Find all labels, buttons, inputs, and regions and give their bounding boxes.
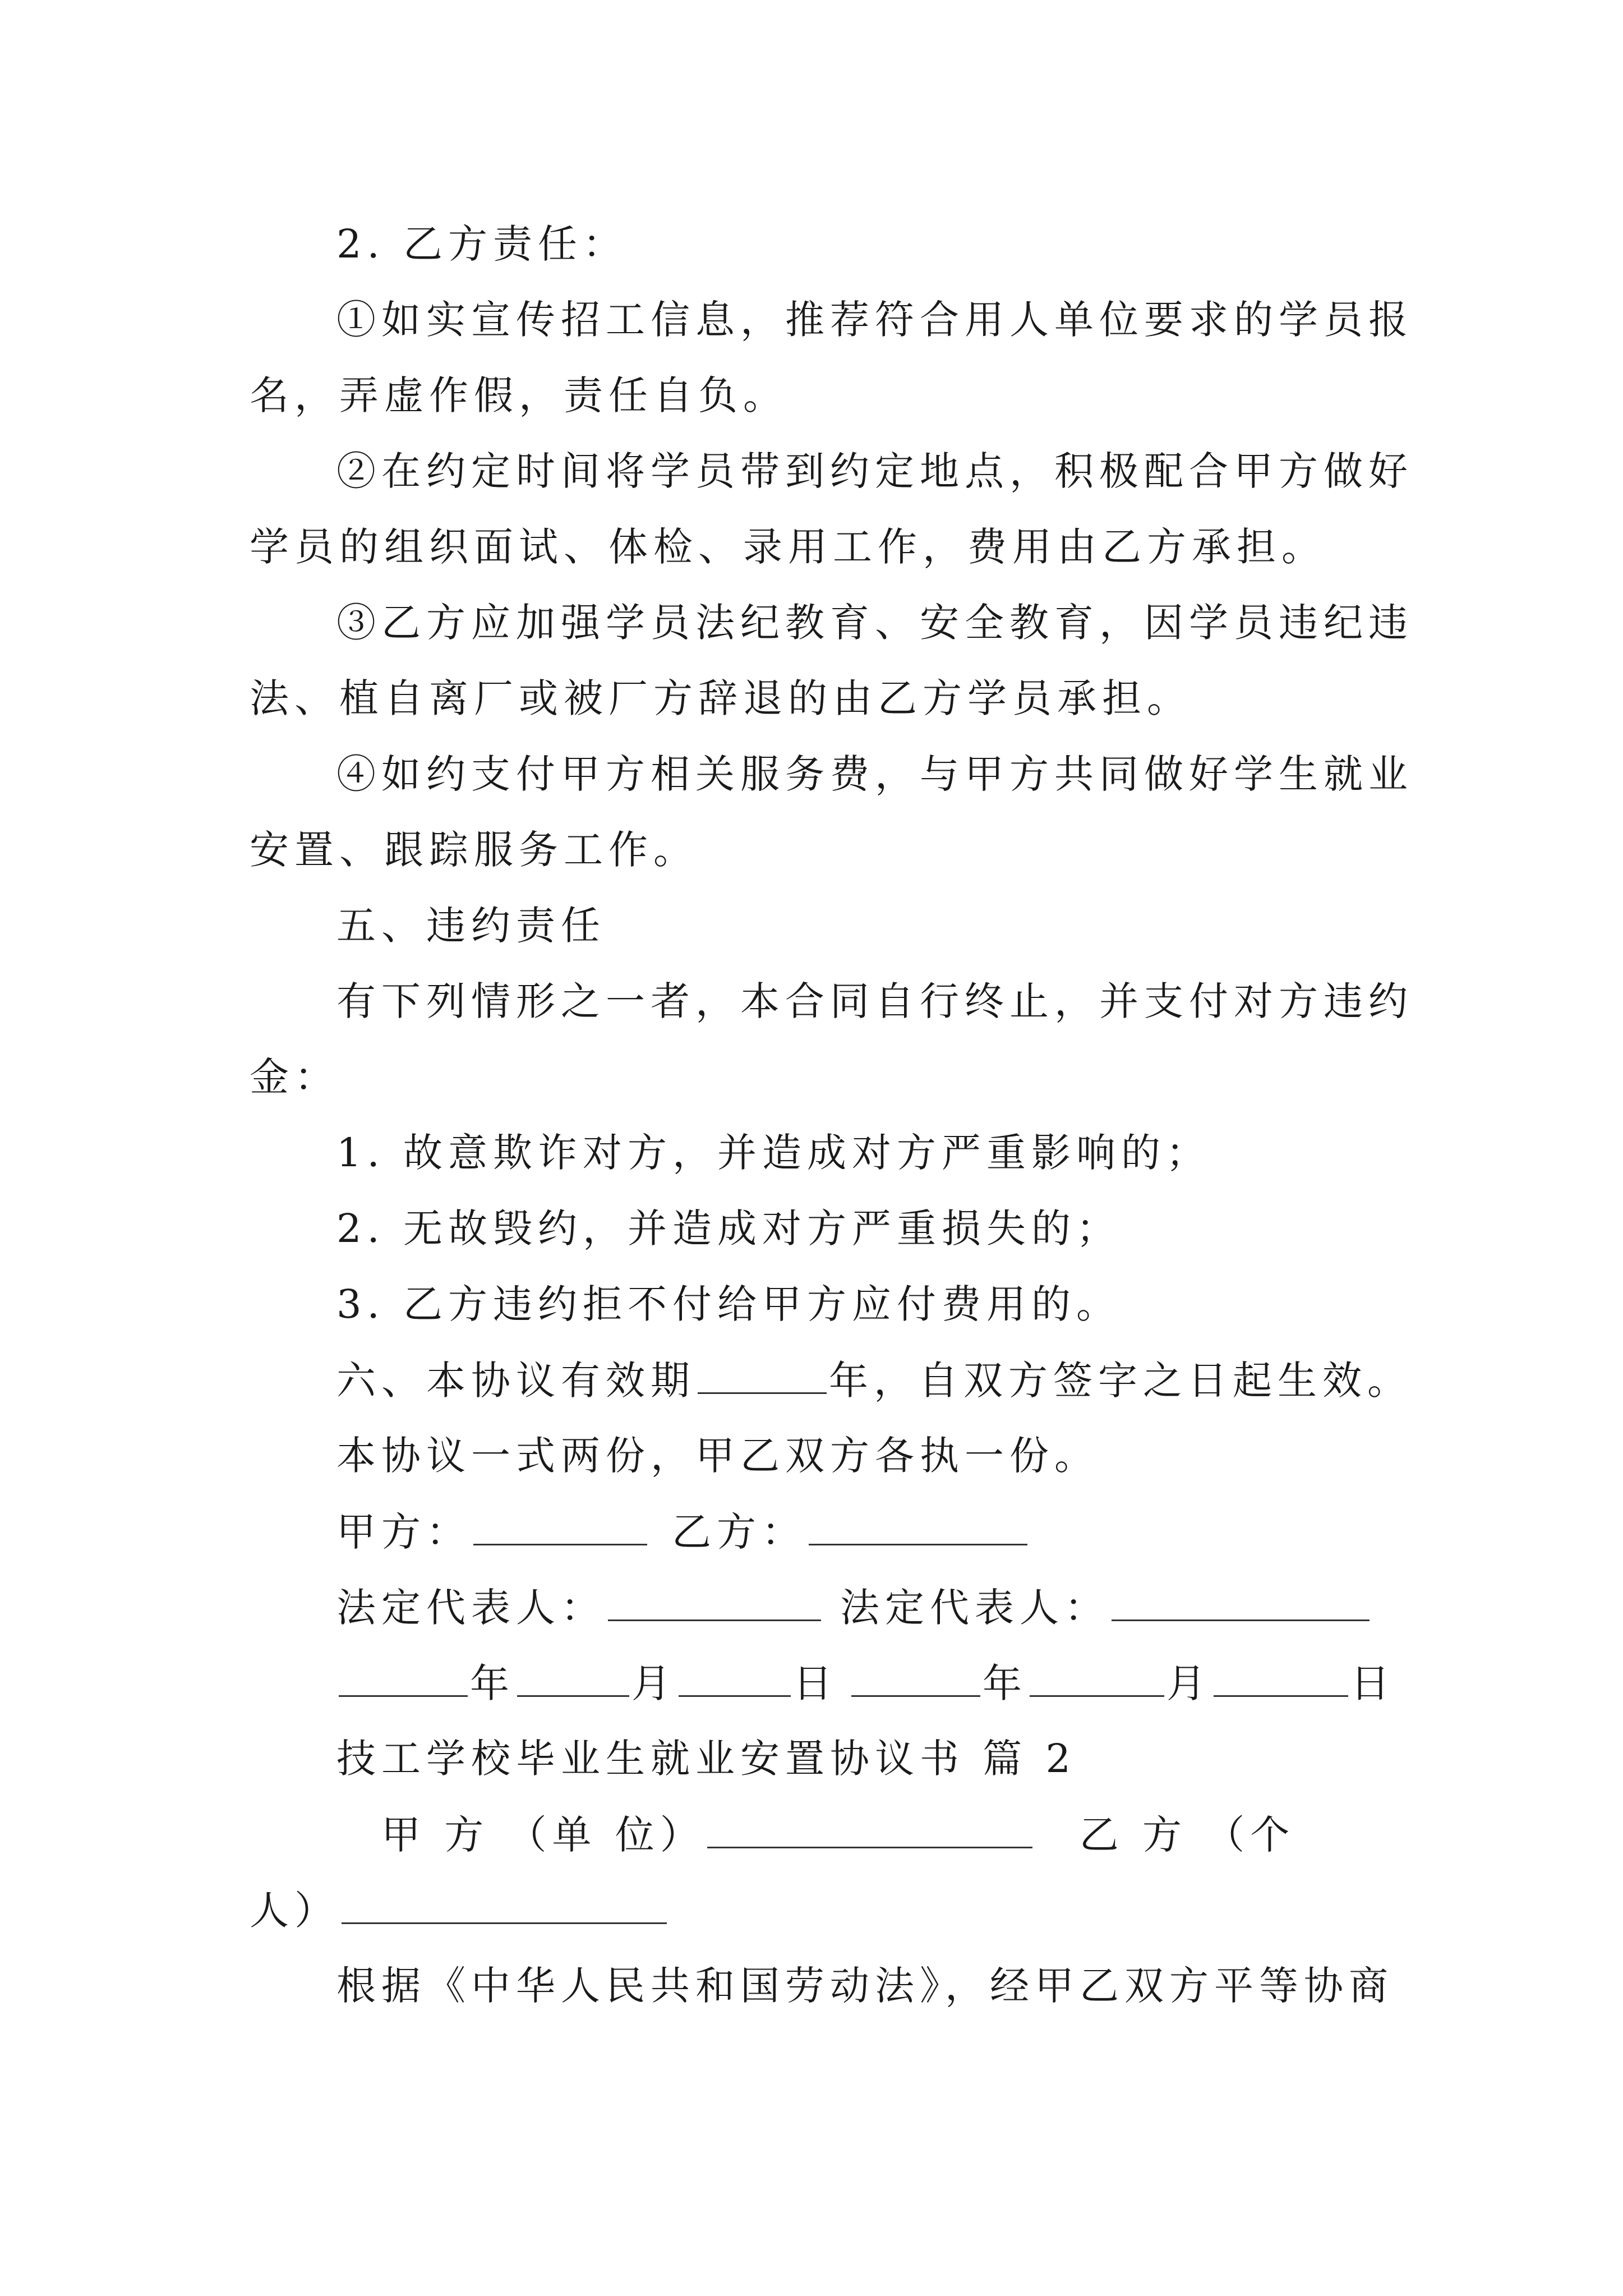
- year-label: 年: [470, 1660, 515, 1706]
- party-b-person-label: 乙 方 （个: [1079, 1812, 1295, 1858]
- paragraph-line: 金：: [250, 1054, 339, 1100]
- party-a-unit-label: 甲 方 （单 位）: [381, 1812, 705, 1858]
- section-title: 技工学校毕业生就业安置协议书 篇 2: [336, 1736, 1077, 1782]
- year-a-blank[interactable]: [339, 1660, 468, 1697]
- paragraph-line: ①如实宣传招工信息，推荐符合用人单位要求的学员报: [336, 297, 1413, 343]
- paragraph-line: ②在约定时间将学员带到约定地点，积极配合甲方做好: [336, 448, 1413, 494]
- rep-a-blank[interactable]: [608, 1585, 821, 1621]
- section-heading: 五、违约责任: [336, 903, 606, 949]
- validity-line: [336, 1358, 1412, 1403]
- parties-line: [381, 1812, 1295, 1857]
- day-a-blank[interactable]: [679, 1660, 791, 1697]
- paragraph-line: 安置、跟踪服务工作。: [250, 827, 698, 873]
- rep-a-label: 法定代表人：: [336, 1585, 606, 1631]
- rep-b-blank[interactable]: [1112, 1585, 1370, 1621]
- representative-line: [336, 1585, 1372, 1630]
- day-label: 日: [1350, 1660, 1395, 1706]
- day-label: 日: [793, 1660, 838, 1706]
- party-b-blank[interactable]: [809, 1509, 1027, 1545]
- paragraph-line: ④如约支付甲方相关服务费，与甲方共同做好学生就业: [336, 751, 1413, 797]
- validity-years-blank[interactable]: [698, 1358, 827, 1394]
- party-a-unit-blank[interactable]: [707, 1812, 1032, 1848]
- paragraph-line: 名，弄虚作假，责任自负。: [250, 372, 788, 418]
- year-label: 年: [983, 1660, 1027, 1706]
- year-b-blank[interactable]: [851, 1660, 980, 1697]
- party-b-label: 乙方：: [672, 1509, 806, 1555]
- month-label: 月: [631, 1660, 676, 1706]
- day-b-blank[interactable]: [1214, 1660, 1348, 1697]
- paragraph-line: 法、植自离厂或被厂方辞退的由乙方学员承担。: [250, 675, 1192, 721]
- list-item: 3. 乙方违约拒不付给甲方应付费用的。: [336, 1281, 1122, 1327]
- date-line: [336, 1660, 1395, 1706]
- party-a-label: 甲方：: [336, 1509, 471, 1555]
- party-a-blank[interactable]: [473, 1509, 647, 1545]
- parties-line-continued: [250, 1888, 669, 1933]
- paragraph-line: 2. 乙方责任：: [336, 221, 628, 267]
- paragraph-line: 有下列情形之一者，本合同自行终止，并支付对方违约: [336, 978, 1413, 1024]
- copies-line: 本协议一式两份，甲乙双方各执一份。: [336, 1433, 1099, 1479]
- party-signature-line: [336, 1509, 1030, 1554]
- party-b-person-blank[interactable]: [342, 1888, 667, 1924]
- validity-prefix: 六、本协议有效期: [336, 1358, 695, 1404]
- list-item: 1. 故意欺诈对方，并造成对方严重影响的；: [336, 1130, 1211, 1176]
- month-a-blank[interactable]: [517, 1660, 629, 1697]
- month-b-blank[interactable]: [1030, 1660, 1164, 1697]
- month-label: 月: [1166, 1660, 1211, 1706]
- paragraph-line: ③乙方应加强学员法纪教育、安全教育，因学员违纪违: [336, 600, 1413, 646]
- validity-suffix: 年，自双方签字之日起生效。: [829, 1358, 1412, 1404]
- paragraph-line: 根据《中华人民共和国劳动法》，经甲乙双方平等协商: [336, 1963, 1394, 2009]
- paragraph-line: 学员的组织面试、体检、录用工作，费用由乙方承担。: [250, 524, 1326, 570]
- rep-b-label: 法定代表人：: [840, 1585, 1109, 1631]
- list-item: 2. 无故毁约，并造成对方严重损失的；: [336, 1205, 1122, 1251]
- party-b-person-label-cont: 人）: [250, 1888, 339, 1934]
